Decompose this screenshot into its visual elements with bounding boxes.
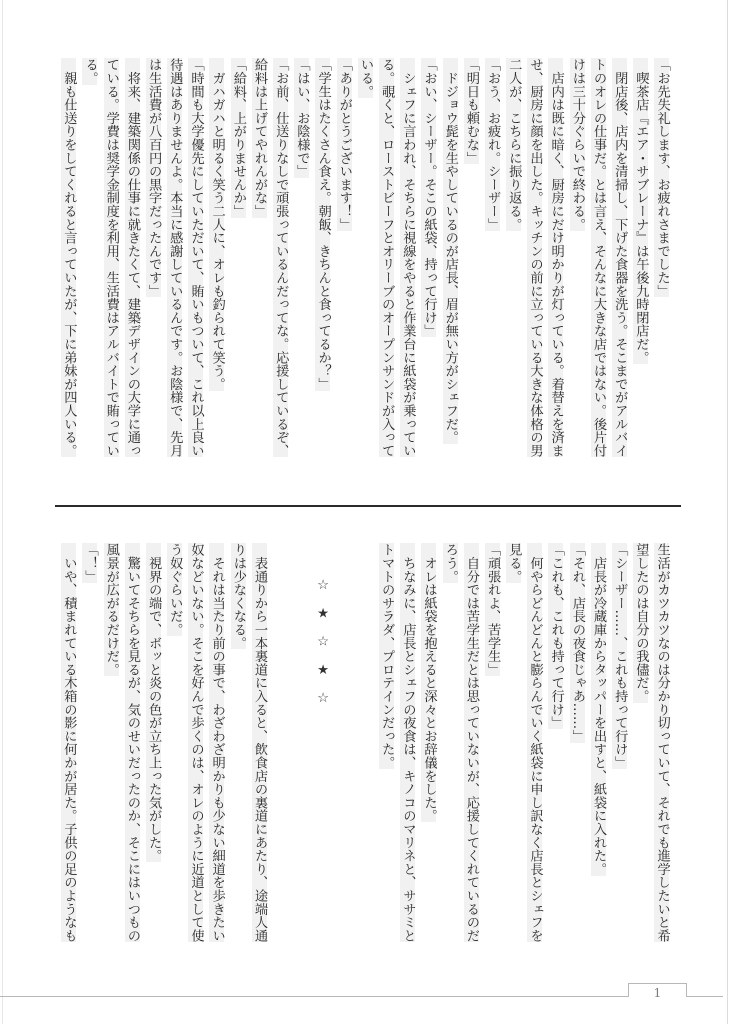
text-column: 「おう、お疲れ。シーザー」 — [482, 58, 503, 231]
text-column: ている。学費は奨学金制度を利用、生活費はアルバイトで賄ってい — [101, 58, 122, 457]
text-column: ろう。 — [440, 543, 461, 583]
text-column: 「それ、店長の夜食じゃあ……」 — [567, 543, 588, 743]
text-column: 「ありがとうございます！」 — [334, 58, 355, 231]
text-column: 生活がカツカツなのは分かり切っていて、それでも進学したいと希 — [651, 543, 672, 942]
text-column: 驚いてそちらを見るが、気のせいだったのか、そこにはいつもの — [122, 543, 143, 942]
upper-text-block — [58, 58, 673, 470]
text-column: トマトのサラダ、プロテインだった。 — [376, 543, 397, 769]
text-column: 「頑張れよ、苦学生」 — [482, 543, 503, 676]
lower-text-block — [58, 543, 673, 955]
text-column: 喫茶店『エア・サブレーナ』は午後九時閉店だ。 — [630, 58, 651, 364]
text-column: は生活費が八百円の黒字だったんです」 — [143, 58, 164, 297]
footer-rule — [0, 996, 723, 997]
text-column: 「時間も大学優先にしていただいて、賄いもついて、これ以上良い — [185, 58, 206, 457]
text-column: 「！」 — [79, 543, 100, 583]
text-column: 「シーザー……、これも持って行け」 — [609, 543, 630, 769]
text-column: 「はい、お陰様で」 — [291, 58, 312, 178]
text-column: ちなみに、店長とシェフの夜食は、キノコのマリネと、ササミと — [397, 543, 418, 942]
text-column: 「お前、仕送りなしで頑張っているんだってな。応援しているぞ、 — [270, 58, 291, 457]
text-column: る。覗くと、ローストビーフとオリーブのオープンサンドが入って — [376, 58, 397, 457]
text-column: 望したのは自分の我儘だ。 — [630, 543, 651, 703]
text-column: 給料は上げてやれんがな」 — [249, 58, 270, 218]
text-column: 視界の端で、ボッと炎の色が立ち上った気がした。 — [143, 543, 164, 862]
text-column: ドジョウ髭を生やしているのが店長、眉が無い方がシェフだ。 — [440, 58, 461, 444]
page-edge-left — [2, 0, 3, 1024]
text-column: 自分では苦学生だとは思っていないが、応援してくれているのだ — [461, 543, 482, 942]
text-column: せ、厨房に顔を出した。キッチンの前に立っている大きな体格の男 — [524, 58, 545, 457]
text-column: 将来、建築関係の仕事に就きたくて、建築デザインの大学に通っ — [122, 58, 143, 457]
page-edge-right — [727, 0, 728, 1024]
text-column: 二人が、こちらに振り返る。 — [503, 58, 524, 231]
text-column: 「お先失礼します、お疲れさまでした」 — [651, 58, 672, 297]
text-column: 奴などいない。そこを好んで歩くのは、オレのように近道として使 — [185, 543, 206, 942]
page-number-tab — [628, 983, 687, 1000]
text-column: けは三十分ぐらいで終わる。 — [567, 58, 588, 231]
text-column: トのオレの仕事だ。とは言え、そんなに大きな店ではない。後片付 — [588, 58, 609, 457]
text-column: いる。 — [355, 58, 376, 98]
text-column: う奴ぐらいだ。 — [164, 543, 185, 636]
text-column: 見る。 — [503, 543, 524, 583]
text-column: 「明日も頼むな」 — [461, 58, 482, 164]
page-number: 1 — [653, 986, 662, 1000]
text-column: る。 — [79, 58, 100, 85]
text-column: シェフに言われ、そちらに視線をやると作業台に紙袋が乗ってい — [397, 58, 418, 457]
text-column: りは少なくなる。 — [228, 543, 249, 649]
page-separator-rule — [55, 505, 681, 507]
text-column: オレは紙袋を抱えると深々とお辞儀をした。 — [418, 543, 439, 822]
text-column: 親も仕送りをしてくれると言っていたが、下に弟妹が四人いる。 — [58, 58, 79, 457]
text-column: 店内は既に暗く、厨房にだけ明かりが灯っている。着替えを済ま — [545, 58, 566, 457]
text-column: 表通りから一本裏道に入ると、飲食店の裏道にあたり、途端人通 — [249, 543, 270, 942]
text-column: それは当たり前の事で、わざわざ明かりも少ない細道を歩きたい — [206, 543, 227, 942]
text-column: 風景が広がるだけだ。 — [101, 543, 122, 676]
text-column: 「おい、シーザー。そこの紙袋、持って行け」 — [418, 58, 439, 337]
text-column: 「給料、上がりませんか」 — [228, 58, 249, 218]
text-column: 「これも、これも持って行け」 — [545, 543, 566, 729]
text-column: いや、積まれている木箱の影に何かが居た。子供の足のようなも — [58, 543, 79, 942]
text-column: 店長が冷蔵庫からタッパーを出すと、紙袋に入れた。 — [588, 543, 609, 876]
text-column: 閉店後、店内を清掃し、下げた食器を洗う。そこまでがアルバイ — [609, 58, 630, 457]
text-column: 待遇はありませんよ。本当に感謝しているんです。お陰様で、先月 — [164, 58, 185, 457]
text-column: 「学生はたくさん食え。朝飯、きちんと食ってるか？」 — [312, 58, 333, 391]
text-column: 何やらどんどんと膨らんでいく紙袋に申し訳なく店長とシェフを — [524, 543, 545, 942]
scene-break-stars: ☆ ★ ☆ ★ ☆ — [315, 578, 331, 707]
text-column: ガハガハと明るく笑う二人に、オレも釣られて笑う。 — [206, 58, 227, 391]
